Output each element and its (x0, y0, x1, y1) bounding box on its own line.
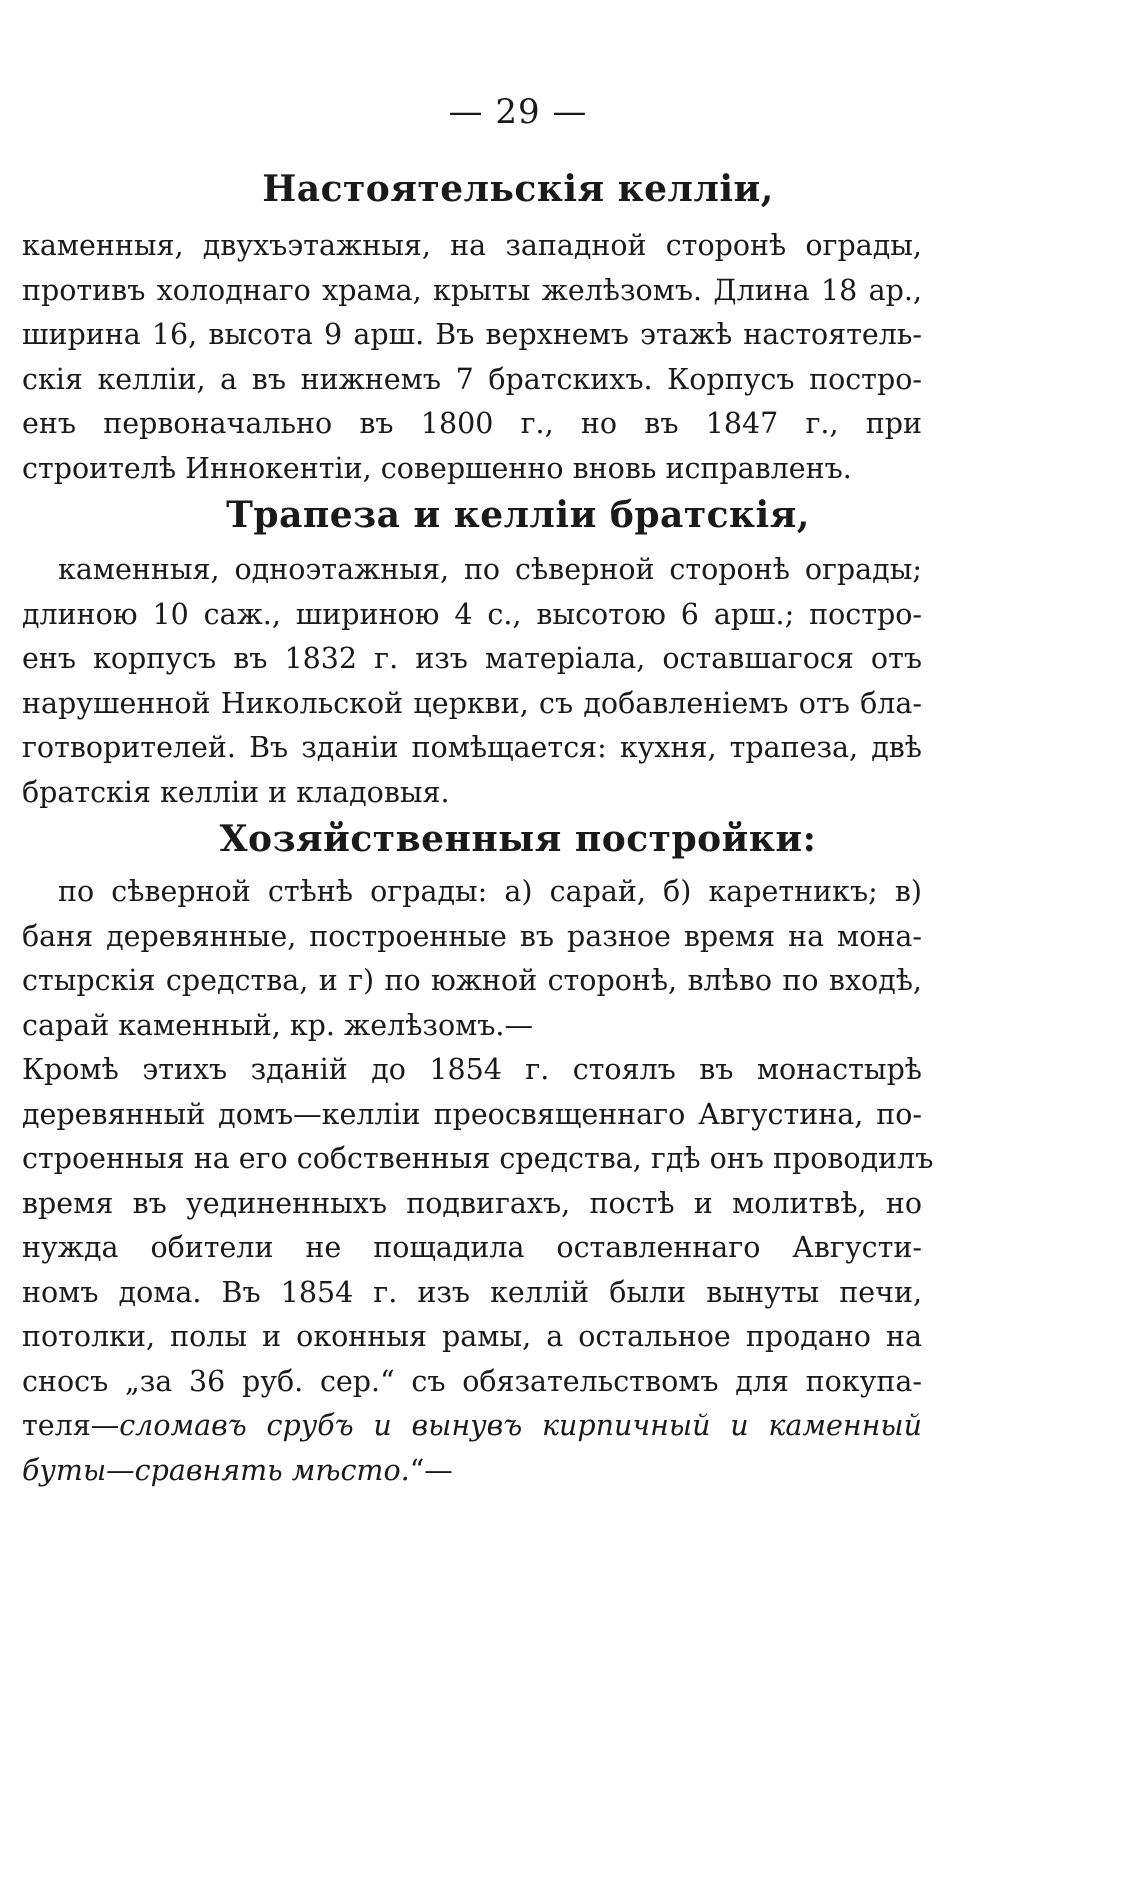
text-line: стырскія средства, и г) по южной сторонѣ, влѣво по входѣ, (22, 964, 922, 997)
italic-quote: сломавъ срубъ и вынувъ кирпичный и каменный (119, 1409, 922, 1442)
text-line: баня деревянные, построенные въ разное время на мона- (22, 919, 922, 953)
text-line: Кромѣ этихъ зданій до 1854 г. стоялъ въ монастырѣ (22, 1053, 922, 1086)
text-line: енъ корпусъ въ 1832 г. изъ матеріала, оставшагося отъ (22, 642, 922, 675)
text-line: время въ уединенныхъ подвигахъ, постѣ и молитвѣ, но (22, 1186, 922, 1220)
text-line: каменныя, двухъэтажныя, на западной сторонѣ ограды, (22, 229, 922, 262)
section-title-superior-cells: Настоятельскія келліи, (262, 168, 774, 210)
paragraph-outbuildings (22, 870, 922, 1048)
text-line: енъ первоначально въ 1800 г., но въ 1847 г., при (22, 407, 922, 440)
text-line: ширина 16, высота 9 арш. Въ верхнемъ этажѣ настоятель- (22, 318, 922, 351)
text-line: строителѣ Иннокентіи, совершенно вновь исправленъ. (22, 451, 852, 485)
text-run: “— (409, 1453, 453, 1487)
text-line-mixed (22, 1404, 922, 1449)
text-line: скія келліи, а въ нижнемъ 7 братскихъ. Корпусъ постро- (22, 362, 922, 396)
text-line: готворителей. Въ зданіи помѣщается: кухня, трапеза, двѣ (22, 731, 922, 764)
section-title-refectory: Трапеза и келліи братскія, (226, 494, 810, 536)
text-line: по сѣверной стѣнѣ ограды: а) сарай, б) каретникъ; в) (58, 875, 922, 908)
text-line: сносъ „за 36 руб. сер.“ съ обязательствомъ для покупа- (22, 1364, 922, 1398)
text-line: деревянный домъ—келліи преосвященнаго Августина, по- (22, 1097, 922, 1131)
text-line: сарай каменный, кр. желѣзомъ.— (22, 1008, 533, 1042)
text-line: каменныя, одноэтажныя, по сѣверной сторонѣ ограды; (58, 553, 922, 586)
text-line: строенныя на его собственныя средства, гдѣ онъ проводилъ (22, 1142, 934, 1175)
paragraph-superior-cells (22, 224, 922, 491)
text-line: братскія келліи и кладовыя. (22, 775, 450, 809)
page-number: — 29 — (448, 92, 588, 132)
text-line: длиною 10 саж., шириною 4 с., высотою 6 арш.; постро- (22, 597, 922, 631)
text-run: теля— (22, 1409, 120, 1442)
text-line: номъ дома. Въ 1854 г. изъ келлій были вынуты печи, (22, 1275, 922, 1309)
text-line: потолки, полы и оконныя рамы, а остальное продано на (22, 1320, 922, 1353)
text-line: нарушенной Никольской церкви, съ добавленіемъ отъ бла- (22, 686, 922, 720)
italic-quote: буты—сравнять мѣсто. (22, 1453, 410, 1487)
text-line-final (22, 1449, 922, 1494)
text-line: нужда обители не пощадила оставленнаго Августи- (22, 1231, 922, 1264)
text-line: противъ холоднаго храма, крыты желѣзомъ. Длина 18 ар., (22, 273, 922, 307)
paragraph-augustine-house (22, 1048, 934, 1493)
paragraph-refectory (22, 548, 922, 815)
section-title-outbuildings: Хозяйственныя постройки: (219, 818, 817, 860)
